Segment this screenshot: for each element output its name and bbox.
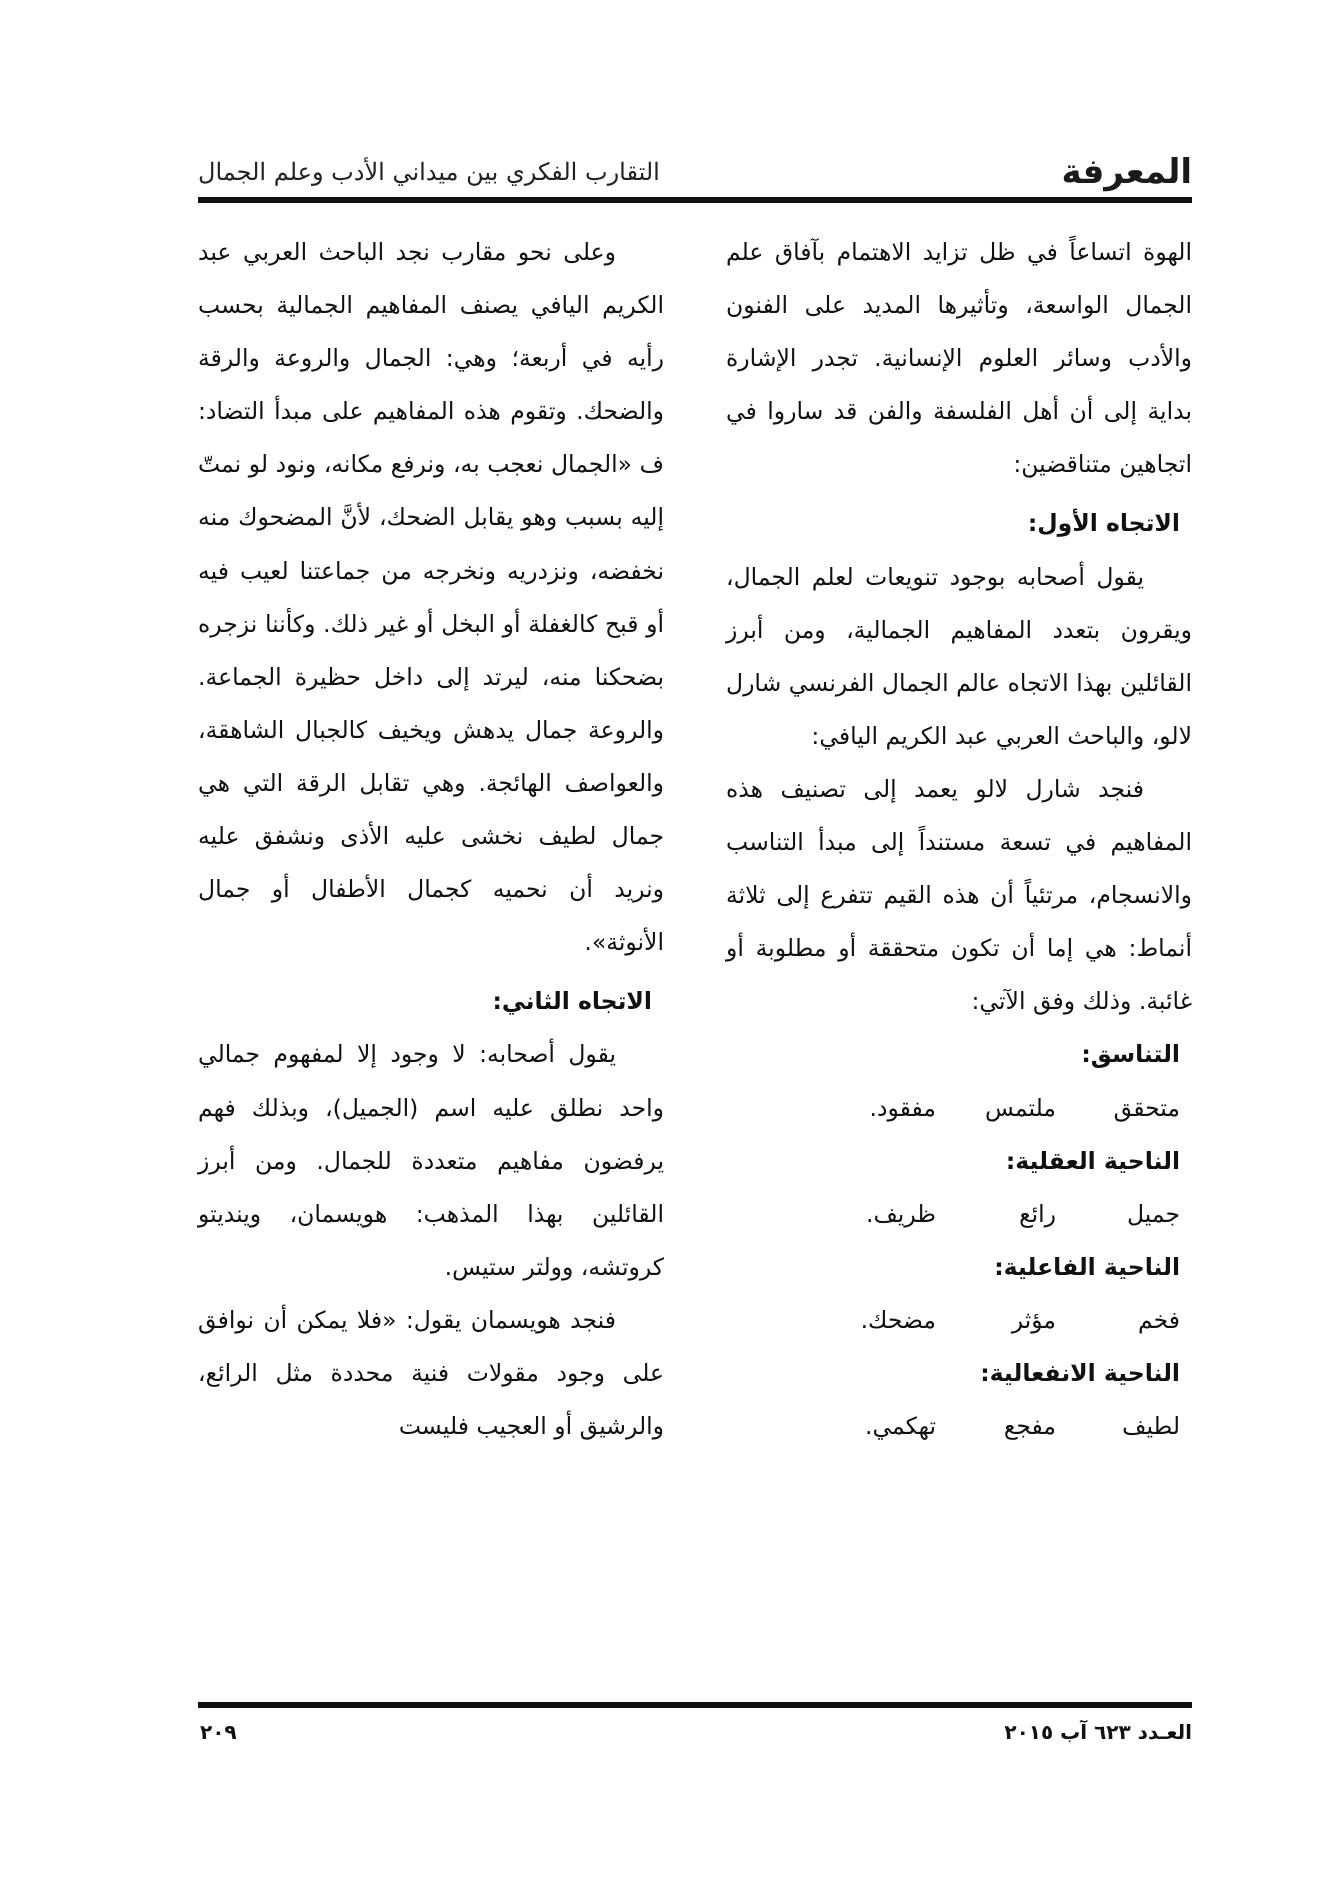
magazine-logo: المعرفة xyxy=(1061,152,1192,192)
category-title: التناسق: xyxy=(1081,1040,1180,1069)
category-item: مؤثر xyxy=(1011,1305,1056,1334)
paragraph: الهوة اتساعاً في ظل تزايد الاهتمام بآفاق علم الجمال الواسعة، وتأثيرها المديد على الفنون والأدب وسائر العلوم الإنسانية. تجدر الإشارة بداية إلى أن أهل الفلسفة والفن قد ساروا في اتجاهين متناقضين: xyxy=(726,238,1192,479)
paragraph: فنجد شارل لالو يعمد إلى تصنيف هذه المفاهيم في تسعة مستنداً إلى مبدأ التناسب والانسجام، مرتئياً أن هذه القيم تتفرع إلى ثلاثة أنماط: هي إما أن تكون متحققة أو مطلوبة أو غائبة. وذلك وفق الآتي: xyxy=(726,774,1192,1016)
category-item: مضحك. xyxy=(860,1305,936,1334)
page-number: ٢٠٩ xyxy=(200,1720,237,1744)
paragraph: يقول أصحابه بوجود تنويعات لعلم الجمال، ويقرون بتعدد المفاهيم الجمالية، ومن أبرز القائلين بهذا الاتجاه عالم الجمال الفرنسي شارل لالو، والباحث العربي عبد الكريم اليافي: xyxy=(726,562,1192,750)
category-item: رائع xyxy=(1019,1199,1056,1228)
running-title: التقارب الفكري بين ميداني الأدب وعلم الجمال xyxy=(198,158,660,186)
category-title: الناحية العقلية: xyxy=(1005,1146,1180,1175)
footer-rule xyxy=(198,1702,1192,1708)
issue-info: العـدد ٦٢٣ آب ٢٠١٥ xyxy=(1004,1720,1192,1744)
category-items xyxy=(726,1294,1192,1347)
category-title: الناحية الفاعلية: xyxy=(994,1252,1180,1281)
category-item: مفقود. xyxy=(869,1093,936,1122)
paragraph: فنجد هويسمان يقول: «فلا يمكن أن نوافق على وجود مقولات فنية محددة مثل الرائع، والرشيق أو العجيب فليست xyxy=(198,1305,664,1441)
category-items xyxy=(726,1400,1192,1453)
category-item: لطيف xyxy=(1122,1412,1180,1441)
category-item: فخم xyxy=(1137,1305,1180,1334)
paragraph: وعلى نحو مقارب نجد الباحث العربي عبد الكريم اليافي يصنف المفاهيم الجمالية بحسب رأيه في أربعة؛ وهي: الجمال والروعة والرقة والضحك. وتقوم هذه المفاهيم على مبدأ التضاد: ف «الجمال نعجب به، ونرفع مكانه، ونود لو نمتّ إليه بسبب وهو يقابل الضحك، لأنَّ المضحوك منه نخفضه، ونزدريه ونخرجه من جماعتنا لعيب فيه أو قبح كالغفلة أو البخل أو غير ذلك. وكأننا نزجره بضحكنا منه، ليرتد إلى داخل حظيرة الجماعة. والروعة جمال يدهش ويخيف كالجبال الشاهقة، والعواصف الهائجة. وهي تقابل الرقة التي هي جمال لطيف نخشى عليه الأذى ونشفق عليه ونريد أن نحميه كجمال الأطفال أو جمال الأنوثة». xyxy=(198,238,664,957)
category-items xyxy=(726,1188,1192,1241)
left-column xyxy=(198,226,664,1453)
category-item: ملتمس xyxy=(984,1093,1056,1122)
category-item: مفجع xyxy=(1003,1412,1056,1441)
category-title: الناحية الانفعالية: xyxy=(980,1358,1180,1387)
page-header xyxy=(198,150,1192,198)
category-item: تهكمي. xyxy=(865,1412,936,1441)
category-item: جميل xyxy=(1126,1199,1180,1228)
category-item: متحقق xyxy=(1113,1093,1180,1122)
header-rule xyxy=(198,197,1192,203)
section-heading-second: الاتجاه الثاني: xyxy=(492,987,652,1016)
category-item: ظريف. xyxy=(865,1199,936,1228)
section-heading-first: الاتجاه الأول: xyxy=(1027,509,1180,538)
paragraph: يقول أصحابه: لا وجود إلا لمفهوم جمالي واحد نطلق عليه اسم (الجميل)، وبذلك فهم يرفضون مفاهيم متعددة للجمال. ومن أبرز القائلين بهذا المذهب: هويسمان، وينديتو كروتشه، وولتر ستيس. xyxy=(198,1040,664,1281)
right-column xyxy=(726,226,1192,1453)
category-items xyxy=(726,1082,1192,1135)
